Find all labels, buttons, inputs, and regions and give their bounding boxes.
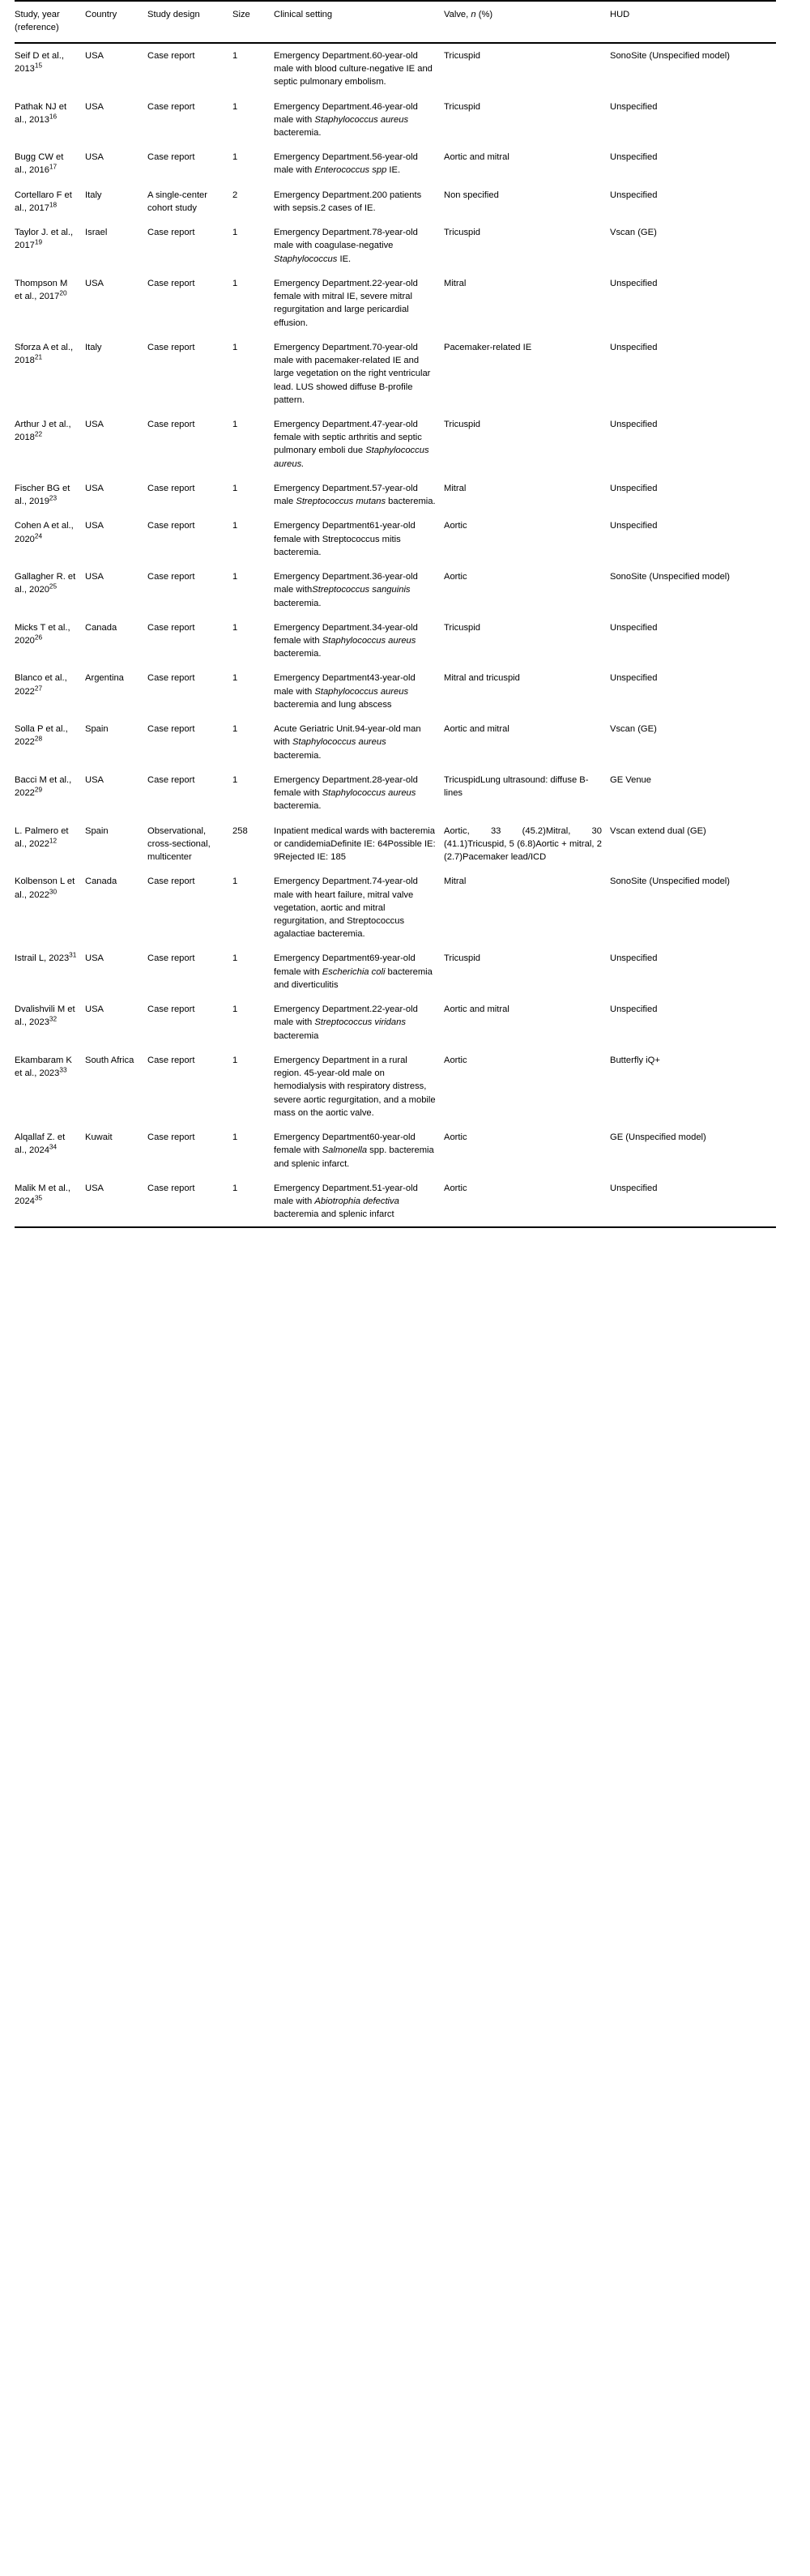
cell-size: 1 — [232, 622, 238, 633]
cell-study-design: Case report — [147, 876, 195, 887]
cell-size: 1 — [232, 953, 238, 964]
table-row — [15, 819, 776, 870]
cell-clinical-setting: Emergency Department.70-year-old male with pacemaker-related IE and large vegetation on the right ventricular lead. LUS showed diffuse B-profile pattern. — [274, 342, 431, 405]
cell-study: Kolbenson L et al., 2022$^{30}$ — [15, 876, 75, 900]
cell-valve: TricuspidLung ultrasound: diffuse B-lines — [444, 774, 589, 799]
cell-size: 1 — [232, 483, 238, 493]
cell-study-design: Case report — [147, 622, 195, 633]
cell-country: Spain — [85, 825, 109, 836]
cell-hud: SonoSite (Unspecified model) — [610, 572, 730, 582]
column-header-country: Country — [85, 10, 117, 19]
cell-country: USA — [85, 1004, 104, 1015]
cell-valve: Aortic — [444, 1055, 467, 1065]
cell-size: 1 — [232, 774, 238, 785]
cell-valve: Aortic — [444, 572, 467, 582]
cell-hud: SonoSite (Unspecified model) — [610, 876, 730, 887]
cell-study-design: Case report — [147, 1132, 195, 1143]
cell-clinical-setting: Emergency Department.22-year-old female with mitral IE, severe mitral regurgitation and large pericardial effusion. — [274, 278, 418, 328]
table-row — [15, 1176, 776, 1228]
cell-study-design: Case report — [147, 1055, 195, 1065]
cell-study: Solla P et al., 2022$^{28}$ — [15, 724, 68, 748]
cell-country: USA — [85, 953, 104, 964]
cell-country: Italy — [85, 342, 102, 352]
table-row — [15, 220, 776, 271]
cell-clinical-setting: Emergency Department69-year-old female with Escherichia coli bacteremia and diverticulitis — [274, 953, 433, 990]
cell-hud: Vscan (GE) — [610, 228, 657, 238]
cell-size: 1 — [232, 101, 238, 112]
cell-hud: Unspecified — [610, 190, 658, 200]
cell-size: 1 — [232, 228, 238, 238]
cell-size: 2 — [232, 190, 238, 200]
cell-valve: Mitral and tricuspid — [444, 673, 520, 684]
cell-size: 1 — [232, 419, 238, 429]
cell-size: 1 — [232, 50, 238, 61]
cell-study-design: Case report — [147, 419, 195, 429]
cell-size: 1 — [232, 673, 238, 684]
cell-clinical-setting: Emergency Department61-year-old female with Streptococcus mitis bacteremia. — [274, 521, 416, 557]
table-row — [15, 335, 776, 412]
cell-country: USA — [85, 419, 104, 429]
cell-study-design: Observational, cross-sectional, multicenter — [147, 825, 211, 863]
cell-country: USA — [85, 101, 104, 112]
cell-hud: Unspecified — [610, 1004, 658, 1015]
cell-study: L. Palmero et al., 2022$^{12}$ — [15, 825, 69, 849]
cell-valve: Aortic — [444, 1132, 467, 1143]
cell-clinical-setting: Emergency Department.60-year-old male with blood culture-negative IE and septic pulmonary embolism. — [274, 50, 433, 87]
cell-size: 1 — [232, 1055, 238, 1065]
cell-study: Dvalishvili M et al., 2023$^{32}$ — [15, 1004, 75, 1028]
column-header-valve — [444, 1, 610, 43]
cell-valve: Aortic and mitral — [444, 152, 509, 163]
cell-country: Spain — [85, 724, 109, 735]
cell-hud: Unspecified — [610, 152, 658, 163]
cell-hud: Unspecified — [610, 342, 658, 352]
studies-table — [15, 0, 776, 1229]
cell-country: USA — [85, 1183, 104, 1193]
cell-study: Fischer BG et al., 2019$^{23}$ — [15, 483, 70, 507]
cell-valve: Aortic and mitral — [444, 724, 509, 735]
cell-valve: Mitral — [444, 278, 467, 288]
cell-hud: Unspecified — [610, 101, 658, 112]
cell-country: USA — [85, 521, 104, 531]
cell-study-design: A single-center cohort study — [147, 190, 208, 213]
table-row — [15, 43, 776, 95]
table-row — [15, 183, 776, 220]
cell-size: 1 — [232, 1183, 238, 1193]
cell-study: Bacci M et al., 2022$^{29}$ — [15, 774, 72, 799]
cell-hud: Unspecified — [610, 278, 658, 288]
cell-clinical-setting: Acute Geriatric Unit.94-year-old man with Staphylococcus aureus bacteremia. — [274, 724, 421, 761]
column-header-size: Size — [232, 10, 250, 19]
table-row — [15, 514, 776, 565]
cell-size: 1 — [232, 1004, 238, 1015]
cell-valve: Tricuspid — [444, 228, 480, 238]
cell-country: USA — [85, 483, 104, 493]
cell-country: USA — [85, 774, 104, 785]
cell-clinical-setting: Emergency Department.34-year-old female with Staphylococcus aureus bacteremia. — [274, 622, 418, 659]
cell-valve: Mitral — [444, 483, 467, 493]
cell-study: Pathak NJ et al., 2013$^{16}$ — [15, 101, 67, 125]
cell-valve: Pacemaker-related IE — [444, 342, 532, 352]
cell-study: Seif D et al., 2013$^{15}$ — [15, 50, 64, 75]
cell-clinical-setting: Emergency Department.28-year-old female with Staphylococcus aureus bacteremia. — [274, 774, 418, 812]
cell-hud: Unspecified — [610, 483, 658, 493]
cell-study: Malik M et al., 2024$^{35}$ — [15, 1183, 71, 1206]
cell-hud: Vscan extend dual (GE) — [610, 825, 706, 836]
cell-study: Cortellaro F et al., 2017$^{18}$ — [15, 190, 72, 213]
cell-hud: Unspecified — [610, 521, 658, 531]
cell-study-design: Case report — [147, 278, 195, 288]
cell-clinical-setting: Emergency Department in a rural region. 45-year-old male on hemodialysis with respiratory distress, severe aortic regurgitation, and a mobile mass on the aortic valve. — [274, 1055, 436, 1118]
cell-clinical-setting: Emergency Department.47-year-old female with septic arthritis and septic pulmonary emboli due Staphylococcus aureus. — [274, 419, 429, 469]
table-row — [15, 145, 776, 182]
cell-study: Micks T et al., 2020$^{26}$ — [15, 622, 70, 646]
cell-hud: Unspecified — [610, 673, 658, 684]
cell-country: USA — [85, 278, 104, 288]
cell-study-design: Case report — [147, 152, 195, 163]
table-bottom-spacer — [0, 1229, 810, 1243]
cell-valve: Tricuspid — [444, 50, 480, 61]
cell-study-design: Case report — [147, 673, 195, 684]
cell-clinical-setting: Emergency Department43-year-old male with Staphylococcus aureus bacteremia and lung abscess — [274, 673, 416, 710]
table-row — [15, 565, 776, 616]
cell-hud: Unspecified — [610, 953, 658, 964]
cell-size: 1 — [232, 572, 238, 582]
cell-clinical-setting: Emergency Department.78-year-old male with coagulase-negative Staphylococcus IE. — [274, 228, 418, 264]
cell-study: Thompson M et al., 2017$^{20}$ — [15, 278, 68, 302]
cell-study-design: Case report — [147, 228, 195, 238]
cell-study-design: Case report — [147, 483, 195, 493]
cell-hud: Unspecified — [610, 622, 658, 633]
cell-valve: Tricuspid — [444, 953, 480, 964]
cell-study-design: Case report — [147, 572, 195, 582]
table-row — [15, 1048, 776, 1125]
cell-study: Taylor J. et al., 2017$^{19}$ — [15, 228, 74, 251]
table-row — [15, 616, 776, 667]
cell-hud: GE Venue — [610, 774, 652, 785]
cell-study: Ekambaram K et al., 2023$^{33}$ — [15, 1055, 72, 1079]
cell-country: USA — [85, 50, 104, 61]
table-body — [15, 43, 776, 1230]
column-header-study: Study, year (reference) — [15, 10, 60, 32]
cell-study: Bugg CW et al., 2016$^{17}$ — [15, 152, 64, 176]
cell-clinical-setting: Emergency Department.74-year-old male with heart failure, mitral valve vegetation, aortic and mitral regurgitation, and Streptococcus agalactiae bacteremia. — [274, 876, 418, 940]
cell-valve: Tricuspid — [444, 419, 480, 429]
header-row — [15, 1, 776, 43]
cell-clinical-setting: Emergency Department.57-year-old male Streptococcus mutans bacteremia. — [274, 483, 436, 507]
cell-hud: Unspecified — [610, 419, 658, 429]
cell-hud: SonoSite (Unspecified model) — [610, 50, 730, 61]
cell-size: 1 — [232, 521, 238, 531]
cell-size: 1 — [232, 724, 238, 735]
cell-clinical-setting: Emergency Department60-year-old female with Salmonella spp. bacteremia and splenic infarct. — [274, 1132, 434, 1169]
cell-country: Italy — [85, 190, 102, 200]
cell-study-design: Case report — [147, 342, 195, 352]
cell-study-design: Case report — [147, 953, 195, 964]
cell-clinical-setting: Inpatient medical wards with bacteremia or candidemiaDefinite IE: 64Possible IE: 9Rejected IE: 185 — [274, 825, 436, 863]
cell-valve: Mitral — [444, 876, 467, 887]
cell-hud: Unspecified — [610, 1183, 658, 1193]
cell-study-design: Case report — [147, 1004, 195, 1015]
cell-valve: Aortic — [444, 1183, 467, 1193]
cell-hud: Butterfly iQ+ — [610, 1055, 660, 1065]
table-row — [15, 869, 776, 946]
cell-study: Istrail L, 2023$^{31}$ — [15, 951, 77, 964]
cell-valve: Tricuspid — [444, 101, 480, 112]
cell-country: Kuwait — [85, 1132, 113, 1143]
cell-valve: Aortic and mitral — [444, 1004, 509, 1015]
cell-study-design: Case report — [147, 1183, 195, 1193]
cell-size: 258 — [232, 825, 248, 836]
valve-header-text: Valve, n (%) — [444, 10, 493, 19]
table-row — [15, 476, 776, 514]
cell-study: Arthur J et al., 2018$^{22}$ — [15, 419, 71, 443]
cell-country: Canada — [85, 876, 117, 887]
cell-valve: Tricuspid — [444, 622, 480, 633]
cell-country: South Africa — [85, 1055, 134, 1065]
cell-clinical-setting: Emergency Department.46-year-old male with Staphylococcus aureus bacteremia. — [274, 101, 418, 138]
table-row — [15, 412, 776, 476]
cell-clinical-setting: Emergency Department.36-year-old male withStreptococcus sanguinis bacteremia. — [274, 572, 418, 608]
cell-study: Alqallaf Z. et al., 2024$^{34}$ — [15, 1132, 66, 1156]
column-header-design: Study design — [147, 10, 200, 19]
table-row — [15, 95, 776, 146]
cell-country: USA — [85, 152, 104, 163]
cell-study-design: Case report — [147, 101, 195, 112]
cell-size: 1 — [232, 152, 238, 163]
cell-country: Argentina — [85, 673, 124, 684]
cell-study-design: Case report — [147, 50, 195, 61]
cell-valve: Aortic, 33 (45.2)Mitral, 30 (41.1)Tricuspid, 5 (6.8)Aortic + mitral, 2 (2.7)Pacemaker lead/ICD — [444, 825, 602, 863]
cell-study: Gallagher R. et al., 2020$^{25}$ — [15, 572, 76, 595]
cell-country: Israel — [85, 228, 108, 238]
cell-study-design: Case report — [147, 521, 195, 531]
cell-size: 1 — [232, 1132, 238, 1143]
table-header — [15, 1, 776, 43]
cell-study-design: Case report — [147, 724, 195, 735]
table-row — [15, 666, 776, 717]
cell-clinical-setting: Emergency Department.51-year-old male with Abiotrophia defectiva bacteremia and splenic infarct — [274, 1183, 418, 1220]
table-row — [15, 1125, 776, 1176]
table-row — [15, 271, 776, 335]
cell-size: 1 — [232, 278, 238, 288]
cell-study: Blanco et al., 2022$^{27}$ — [15, 673, 67, 697]
table-row — [15, 997, 776, 1048]
cell-valve: Non specified — [444, 190, 499, 200]
cell-clinical-setting: Emergency Department.200 patients with sepsis.2 cases of IE. — [274, 190, 422, 213]
column-header-clinical-setting: Clinical setting — [274, 10, 333, 19]
cell-clinical-setting: Emergency Department.56-year-old male with Enterococcus spp IE. — [274, 152, 418, 176]
cell-country: Canada — [85, 622, 117, 633]
cell-size: 1 — [232, 876, 238, 887]
cell-hud: GE (Unspecified model) — [610, 1132, 706, 1143]
table-row — [15, 768, 776, 819]
table-row — [15, 946, 776, 997]
cell-study-design: Case report — [147, 774, 195, 785]
cell-study: Sforza A et al., 2018$^{21}$ — [15, 342, 74, 366]
cell-hud: Vscan (GE) — [610, 724, 657, 735]
cell-size: 1 — [232, 342, 238, 352]
table-row — [15, 717, 776, 768]
cell-study: Cohen A et al., 2020$^{24}$ — [15, 521, 74, 544]
cell-valve: Aortic — [444, 521, 467, 531]
cell-country: USA — [85, 572, 104, 582]
column-header-hud: HUD — [610, 10, 630, 19]
cell-clinical-setting: Emergency Department.22-year-old male with Streptococcus viridans bacteremia — [274, 1004, 418, 1041]
